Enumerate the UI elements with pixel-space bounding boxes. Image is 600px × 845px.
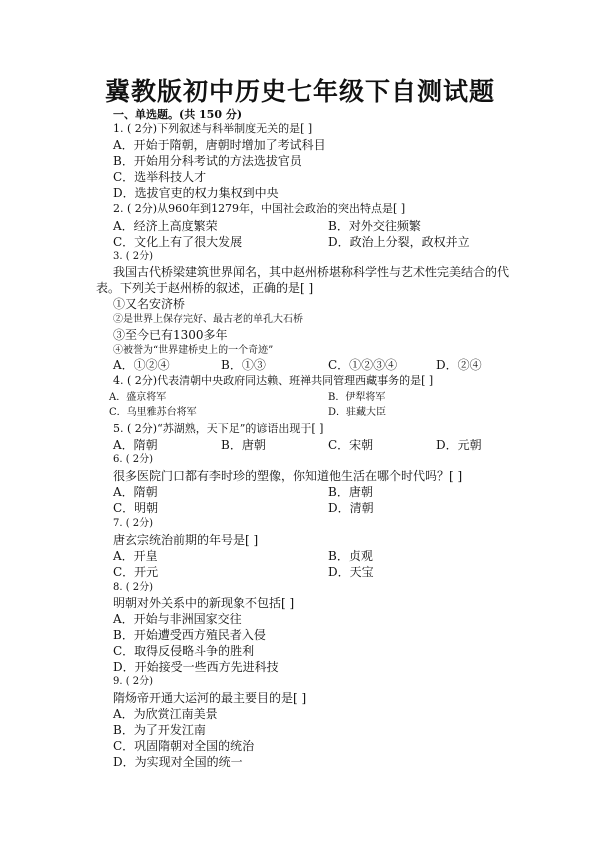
q1-option-b[interactable]: B．开始用分科考试的方法选拔官员	[113, 154, 302, 168]
q3-statement-1: ①又名安济桥	[113, 297, 186, 311]
q9-stem: 隋炀帝开通大运河的最主要目的是[ ]	[113, 691, 307, 705]
q1-option-d[interactable]: D．选拔官吏的权力集权到中央	[113, 186, 279, 200]
q7-head: 7. ( 2分)	[113, 518, 154, 529]
q5-stem: 5. ( 2分)“苏湖熟，天下足”的谚语出现于[ ]	[113, 422, 324, 435]
q4-option-a[interactable]: A．盛京将军	[109, 392, 167, 403]
q6-stem: 很多医院门口都有李时珍的塑像，你知道他生活在哪个时代吗？[ ]	[113, 469, 463, 483]
q3-option-a[interactable]: A．①②④	[113, 358, 170, 372]
q3-stem-line1: 我国古代桥梁建筑世界闻名，其中赵州桥堪称科学性与艺术性完美结合的代	[113, 265, 510, 279]
q6-head: 6. ( 2分)	[113, 454, 154, 465]
q8-head: 8. ( 2分)	[113, 582, 154, 593]
q6-option-d[interactable]: D．清朝	[328, 501, 374, 515]
q5-option-d[interactable]: D．元朝	[436, 438, 482, 452]
q2-option-d[interactable]: D．政治上分裂，政权并立	[328, 235, 470, 249]
q3-statement-2: ②是世界上保存完好、最古老的单孔大石桥	[113, 314, 303, 325]
q2-option-b[interactable]: B．对外交往频繁	[328, 219, 421, 233]
q3-head: 3. ( 2分)	[113, 251, 154, 262]
q9-option-d[interactable]: D．为实现对全国的统一	[113, 755, 243, 769]
q6-option-b[interactable]: B．唐朝	[328, 485, 373, 499]
q1-option-c[interactable]: C．选举科技人才	[113, 170, 207, 184]
q3-statement-3: ③至今已有1300多年	[113, 328, 228, 342]
q6-option-c[interactable]: C．明朝	[113, 501, 159, 515]
q9-option-a[interactable]: A．为欣赏江南美景	[113, 707, 218, 721]
q8-stem: 明朝对外关系中的新现象不包括[ ]	[113, 596, 295, 610]
q2-stem: 2. ( 2分)从960年到1279年，中国社会政治的突出特点是[ ]	[113, 202, 406, 215]
q7-option-d[interactable]: D．天宝	[328, 565, 374, 579]
q8-option-a[interactable]: A．开始与非洲国家交往	[113, 612, 242, 626]
q7-option-c[interactable]: C．开元	[113, 565, 159, 579]
q4-stem: 4. ( 2分)代表清朝中央政府同达赖、班禅共同管理西藏事务的是[ ]	[113, 374, 434, 387]
q8-option-b[interactable]: B．开始遭受西方殖民者入侵	[113, 628, 266, 642]
q9-option-b[interactable]: B．为了开发江南	[113, 723, 206, 737]
q1-stem: 1. ( 2分)下列叙述与科举制度无关的是[ ]	[113, 122, 313, 135]
q3-option-c[interactable]: C．①②③④	[328, 358, 398, 372]
q2-option-a[interactable]: A．经济上高度繁荣	[113, 219, 218, 233]
q5-option-b[interactable]: B．唐朝	[221, 438, 266, 452]
q9-option-c[interactable]: C．巩固隋朝对全国的统治	[113, 739, 255, 753]
q2-option-c[interactable]: C．文化上有了很大发展	[113, 235, 243, 249]
q4-option-c[interactable]: C．乌里雅苏台将军	[109, 407, 197, 418]
q4-option-b[interactable]: B．伊犁将军	[328, 392, 386, 403]
q3-option-b[interactable]: B．①③	[221, 358, 266, 372]
q1-option-a[interactable]: A．开始于隋朝，唐朝时增加了考试科目	[113, 138, 326, 152]
q3-option-d[interactable]: D．②④	[436, 358, 482, 372]
q7-option-b[interactable]: B．贞观	[328, 549, 373, 563]
q5-option-a[interactable]: A．隋朝	[113, 438, 158, 452]
q6-option-a[interactable]: A．隋朝	[113, 485, 158, 499]
q5-option-c[interactable]: C．宋朝	[328, 438, 374, 452]
section-heading: 一、单选题。(共 150 分)	[113, 108, 243, 121]
q4-option-d[interactable]: D．驻藏大臣	[328, 407, 387, 418]
q9-head: 9. ( 2分)	[113, 676, 154, 687]
q3-statement-4: ④被誉为“世界建桥史上的一个奇迹”	[113, 345, 274, 356]
q3-stem-line2: 表。下列关于赵州桥的叙述，正确的是[ ]	[96, 281, 314, 295]
q8-option-d[interactable]: D．开始接受一些西方先进科技	[113, 660, 279, 674]
q8-option-c[interactable]: C．取得反侵略斗争的胜利	[113, 644, 255, 658]
q7-stem: 唐玄宗统治前期的年号是[ ]	[113, 533, 259, 547]
q7-option-a[interactable]: A．开皇	[113, 549, 158, 563]
page-title: 冀教版初中历史七年级下自测试题	[104, 77, 495, 106]
